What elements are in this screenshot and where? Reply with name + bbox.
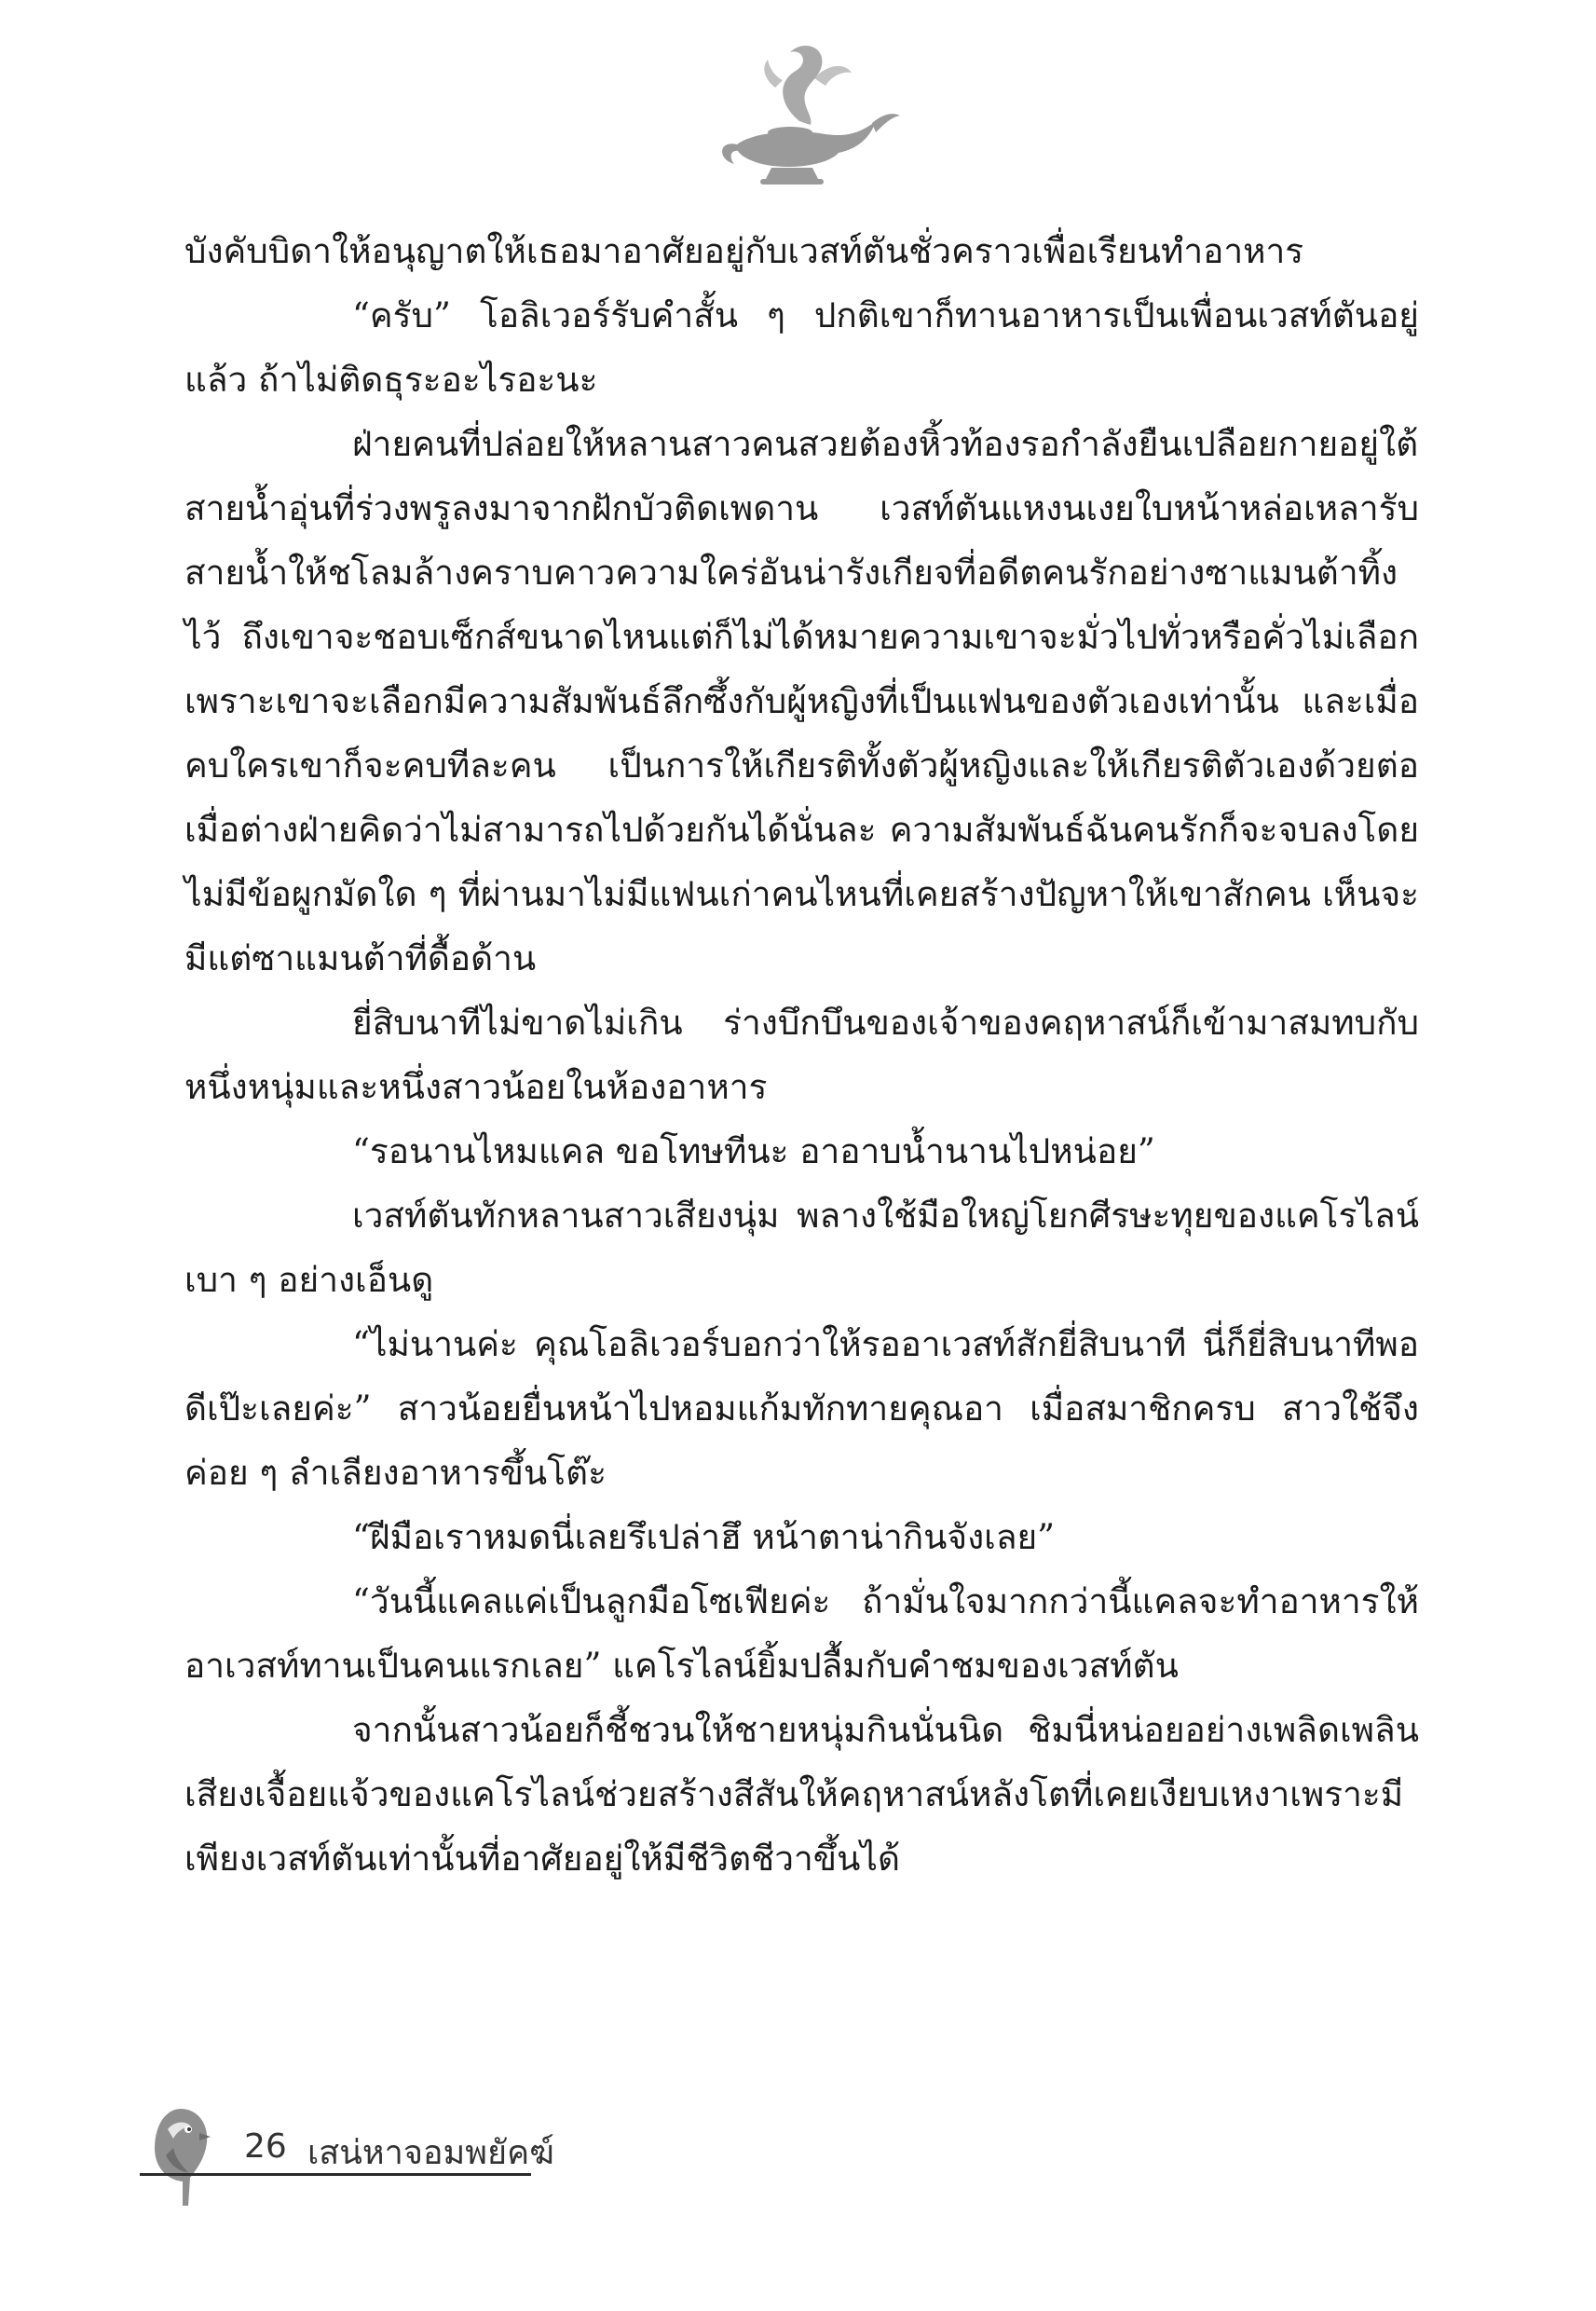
paragraph: “ไม่นานค่ะ คุณโอลิเวอร์บอกว่าให้รออาเวสท์สักยี่สิบนาที นี่ก็ยี่สิบนาทีพอดีเป๊ะเลยค่ะ” สาวน้อยยื่นหน้าไปหอมแก้มทักทายคุณอา เมื่อสมาชิกครบ สาวใช้จึงค่อย ๆ ลำเลียงอาหารขึ้นโต๊ะ	[184, 1324, 1419, 1493]
paragraph: “ครับ” โอลิเวอร์รับคำสั้น ๆ ปกติเขาก็ทานอาหารเป็นเพื่อนเวสท์ตันอยู่แล้ว ถ้าไม่ติดธุระอะไรอะนะ	[184, 295, 1419, 400]
page-number: 26	[244, 2127, 287, 2166]
paragraph: “ฝีมือเราหมดนี่เลยรึเปล่าฮึ หน้าตาน่ากินจังเลย”	[352, 1517, 1056, 1557]
page-footer	[140, 2101, 699, 2222]
paragraph: “วันนี้แคลแค่เป็นลูกมือโซเฟียค่ะ ถ้ามั่นใจมากกว่านี้แคลจะทำอาหารให้อาเวสท์ทานเป็นคนแรกเลย” แคโรไลน์ยิ้มปลื้มกับคำชมของเวสท์ตัน	[184, 1581, 1419, 1686]
bird-icon	[147, 2101, 214, 2213]
paragraph: ยี่สิบนาทีไม่ขาดไม่เกิน ร่างบึกบึนของเจ้าของคฤหาสน์ก็เข้ามาสมทบกับหนึ่งหนุ่มและหนึ่งสาวน้อยในห้องอาหาร	[184, 1003, 1419, 1107]
paragraph: ฝ่ายคนที่ปล่อยให้หลานสาวคนสวยต้องหิ้วท้องรอกำลังยืนเปลือยกายอยู่ใต้สายน้ำอุ่นที่ร่วงพรูลงมาจากฝักบัวติดเพดาน เวสท์ตันแหงนเงยใบหน้าหล่อเหลารับสายน้ำให้ชโลมล้างคราบคาวความใคร่อันน่ารังเกียจที่อดีตคนรักอย่างซาแมนต้าทิ้งไว้ ถึงเขาจะชอบเซ็กส์ขนาดไหนแต่ก็ไม่ได้หมายความเขาจะมั่วไปทั่วหรือคั่วไม่เลือก เพราะเขาจะเลือกมีความสัมพันธ์ลึกซึ้งกับผู้หญิงที่เป็นแฟนของตัวเองเท่านั้น และเมื่อคบใครเขาก็จะคบทีละคน เป็นการให้เกียรติทั้งตัวผู้หญิงและให้เกียรติตัวเองด้วยต่อเมื่อต่างฝ่ายคิดว่าไม่สามารถไปด้วยกันได้นั่นละ ความสัมพันธ์ฉันคนรักก็จะจบลงโดยไม่มีข้อผูกมัดใด ๆ ที่ผ่านมาไม่มีแฟนเก่าคนไหนที่เคยสร้างปัญหาให้เขาสักคน เห็นจะมีแต่ซาแมนต้าที่ดื้อด้าน	[184, 424, 1419, 978]
book-title: เสน่หาจอมพยัคฆ์	[307, 2134, 554, 2172]
genie-lamp-icon	[686, 28, 909, 205]
paragraph: จากนั้นสาวน้อยก็ชี้ชวนให้ชายหนุ่มกินนั่นนิด ชิมนี่หน่อยอย่างเพลิดเพลิน เสียงเจื้อยแจ้วของแคโรไลน์ช่วยสร้างสีสันให้คฤหาสน์หลังโตที่เคยเงียบเหงาเพราะมีเพียงเวสท์ตันเท่านั้นที่อาศัยอยู่ให้มีชีวิตชีวาขึ้นได้	[184, 1710, 1419, 1879]
paragraph: บังคับบิดาให้อนุญาตให้เธอมาอาศัยอยู่กับเวสท์ตันชั่วคราวเพื่อเรียนทำอาหาร	[184, 231, 1304, 271]
paragraph: “รอนานไหมแคล ขอโทษทีนะ อาอาบน้ำนานไปหน่อย”	[352, 1131, 1155, 1171]
body-text	[184, 219, 1419, 1891]
paragraph: เวสท์ตันทักหลานสาวเสียงนุ่ม พลางใช้มือใหญ่โยกศีรษะทุยของแคโรไลน์เบา ๆ อย่างเอ็นดู	[184, 1196, 1419, 1300]
